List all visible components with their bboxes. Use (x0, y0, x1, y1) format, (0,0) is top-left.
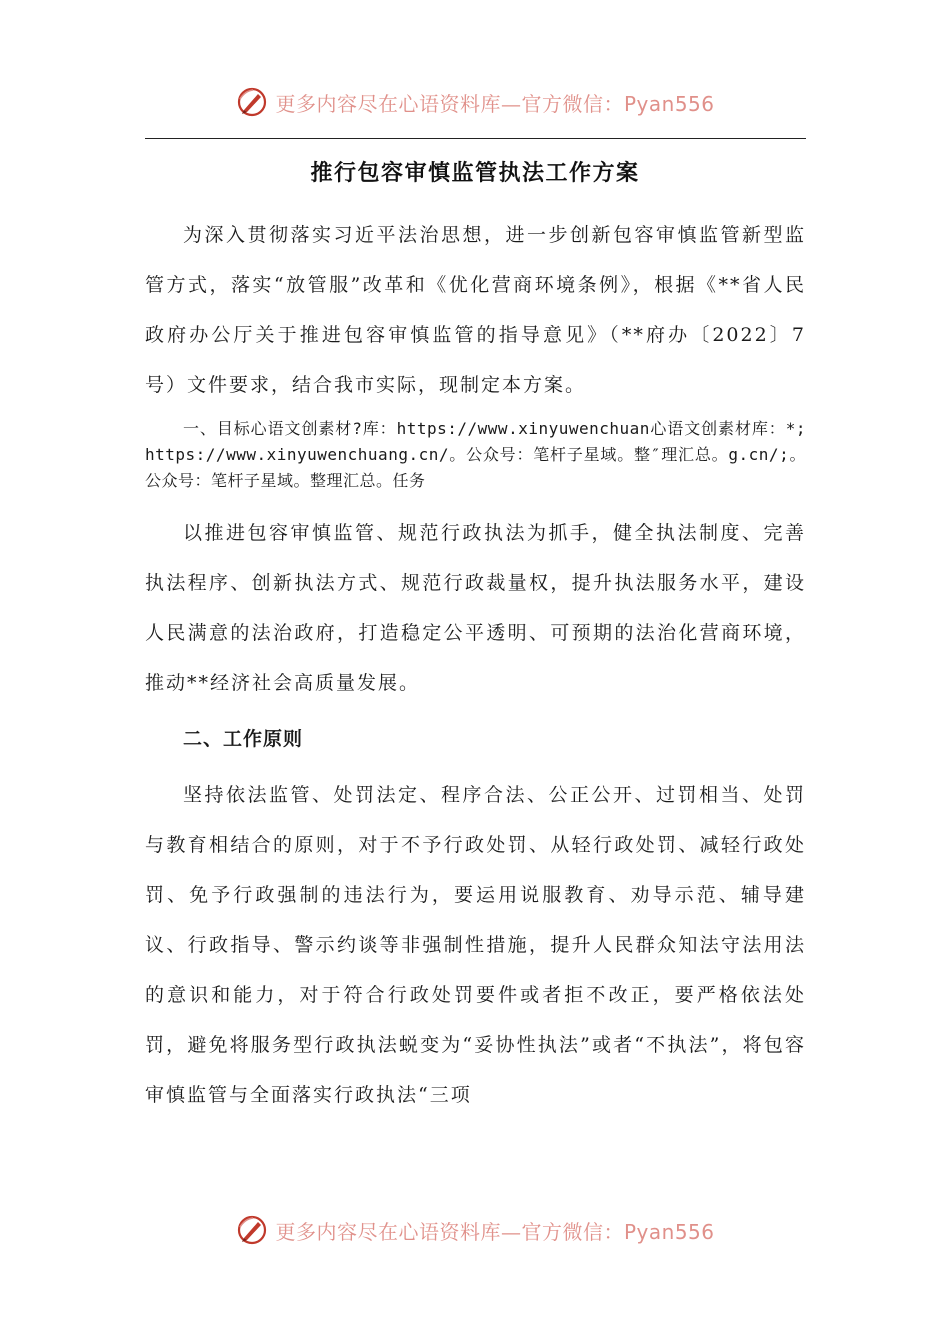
document-body (145, 210, 806, 1120)
document-title: 推行包容审慎监管执法工作方案 (310, 160, 640, 186)
header-divider (145, 138, 806, 139)
pen-logo-icon (235, 85, 269, 119)
section1-paragraph: 以推进包容审慎监管、规范行政执法为抓手，健全执法制度、完善执法程序、创新执法方式、规范行政裁量权，提升执法服务水平，建设人民满意的法治政府，打造稳定公平透明、可预期的法治化营商环境，推动**经济社会高质量发展。 (145, 522, 806, 694)
section2-paragraph: 坚持依法监管、处罚法定、程序合法、公正公开、过罚相当、处罚与教育相结合的原则，对于不予行政处罚、从轻行政处罚、减轻行政处罚、免予行政强制的违法行为，要运用说服教育、劝导示范、辅导建议、行政指导、警示约谈等非强制性措施，提升人民群众知法守法用法的意识和能力，对于符合行政处罚要件或者拒不改正，要严格依法处罚，避免将服务型行政执法蜕变为“妥协性执法”或者“不执法”，将包容审慎监管与全面落实行政执法“三项 (145, 784, 806, 1106)
header-banner (0, 82, 950, 122)
intro-paragraph: 为深入贯彻落实习近平法治思想，进一步创新包容审慎监管新型监管方式，落实“放管服”改革和《优化营商环境条例》，根据《**省人民政府办公厅关于推进包容审慎监管的指导意见》（**府办〔2022〕7号）文件要求，结合我市实际，现制定本方案。 (145, 224, 806, 396)
footer-banner-wechat-id: Pyan556 (623, 1219, 715, 1244)
footer-banner (0, 1210, 950, 1250)
footer-banner-main: 更多内容尽在心语资料库—官方微信： (275, 1219, 624, 1244)
pen-logo-icon (235, 1213, 269, 1247)
footer-banner-text (275, 1216, 714, 1245)
header-banner-wechat-id: Pyan556 (623, 91, 715, 116)
section1-heading: 一、目标心语文创素材?库：https://www.xinyuwenchuan心语文创素材库：*;https://www.xinyuwenchuang.cn/。公众号：笔杆子星域。整″理汇总。g.cn/;。公众号：笔杆子星域。整理汇总。任务 (145, 419, 806, 490)
header-banner-text (275, 88, 714, 117)
header-banner-main: 更多内容尽在心语资料库—官方微信： (275, 91, 624, 116)
section2-heading: 二、工作原则 (183, 728, 304, 750)
